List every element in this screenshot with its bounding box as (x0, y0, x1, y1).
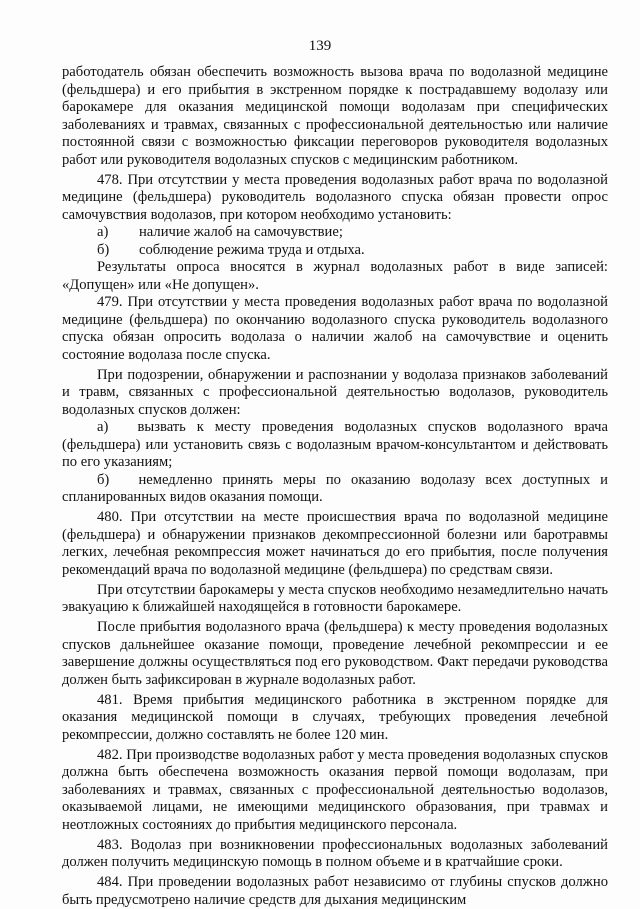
list-item-text: вызвать к месту проведения водолазных спусков водолазного врача (фельдшера) или установить связь с водолазным врачом-консультантом и действовать по его указаниям; (62, 419, 608, 470)
list-item (62, 242, 608, 260)
paragraph-480: 480. При отсутствии на месте происшествия врача по водолазной медицине (фельдшера) и обнаружении признаков декомпрессионной болезни или баротравмы легких, лечебная рекомпрессия может начинаться до его прибытия, после получения рекомендаций врача по водолазной медицине (фельдшера) по средствам связи. (62, 509, 608, 578)
paragraph-481: 481. Время прибытия медицинского работника в экстренном порядке для оказания медицинской помощи в случаях, требующих проведения лечебной рекомпрессии, должно составлять не более 120 мин. (62, 691, 608, 743)
paragraph-478: 478. При отсутствии у места проведения водолазных работ врача по водолазной медицине (фельдшера) руководитель водолазного спуска обязан провести опрос самочувствия водолазов, при котором необходимо установить: (62, 171, 608, 223)
paragraph-479: 479. При отсутствии у места проведения водолазных работ врача по водолазной медицине (фельдшера) по окончанию водолазного спуска руководитель водолазного спуска обязан опросить водолаза о наличии жалоб на самочувствие и оценить состояние водолаза после спуска. (62, 294, 608, 363)
list-item (62, 419, 608, 472)
list-item (62, 224, 608, 242)
paragraph: работодатель обязан обеспечить возможность вызова врача по водолазной медицине (фельдшера) и его прибытия в экстренном порядке к пострадавшему водолазу или барокамере для оказания медицинской помощи водолазам при специфических заболеваниях и травмах, связанных с профессиональной деятельностью или наличие постоянной связи с возможностью фиксации переговоров руководителя водолазных работ или руководителя водолазных спусков с медицинским работником. (62, 64, 608, 168)
list-item (62, 472, 608, 507)
paragraph: После прибытия водолазного врача (фельдшера) к месту проведения водолазных спусков дальнейшее оказание помощи, проведение лечебной рекомпрессии и ее завершение должны осуществляться под его руководством. Факт передачи руководства должен быть зафиксирован в журнале водолазных работ. (62, 619, 608, 688)
list-marker: б) (97, 241, 110, 258)
list-item-text: немедленно принять меры по оказанию водолазу всех доступных и спланированных видов оказания помощи. (62, 471, 608, 505)
paragraph-482: 482. При производстве водолазных работ у места проведения водолазных спусков должна быть обеспечена возможность оказания первой помощи водолазам, при заболеваниях и травмах, связанных с профессиональной деятельностью водолазов, оказываемой лицами, не имеющими медицинского образования, при травмах и неотложных состояниях до прибытия медицинского персонала. (62, 746, 608, 833)
list-marker: а) (97, 419, 109, 435)
document-body (62, 64, 608, 909)
paragraph: При отсутствии барокамеры у места спусков необходимо незамедлительно начать эвакуацию к ближайшей находящейся в готовности барокамере. (62, 581, 608, 615)
list-marker: б) (97, 471, 110, 488)
list-item-text: наличие жалоб на самочувствие; (139, 224, 343, 240)
paragraph: При подозрении, обнаружении и распознании у водолаза признаков заболеваний и травм, связанных с профессиональной деятельностью водолазов, руководитель водолазных спусков должен: (62, 366, 608, 418)
paragraph-484: 484. При проведении водолазных работ независимо от глубины спусков должно быть предусмотрено наличие средств для дыхания медицинским (62, 874, 608, 908)
list-item-text: соблюдение режима труда и отдыха. (139, 241, 365, 258)
page-number: 139 (308, 38, 332, 54)
list-marker: а) (97, 224, 109, 240)
paragraph: Результаты опроса вносятся в журнал водолазных работ в виде записей: «Допущен» или «Не допущен». (62, 259, 608, 293)
paragraph-483: 483. Водолаз при возникновении профессиональных водолазных заболеваний должен получить медицинскую помощь в полном объеме и в кратчайшие сроки. (62, 836, 608, 870)
